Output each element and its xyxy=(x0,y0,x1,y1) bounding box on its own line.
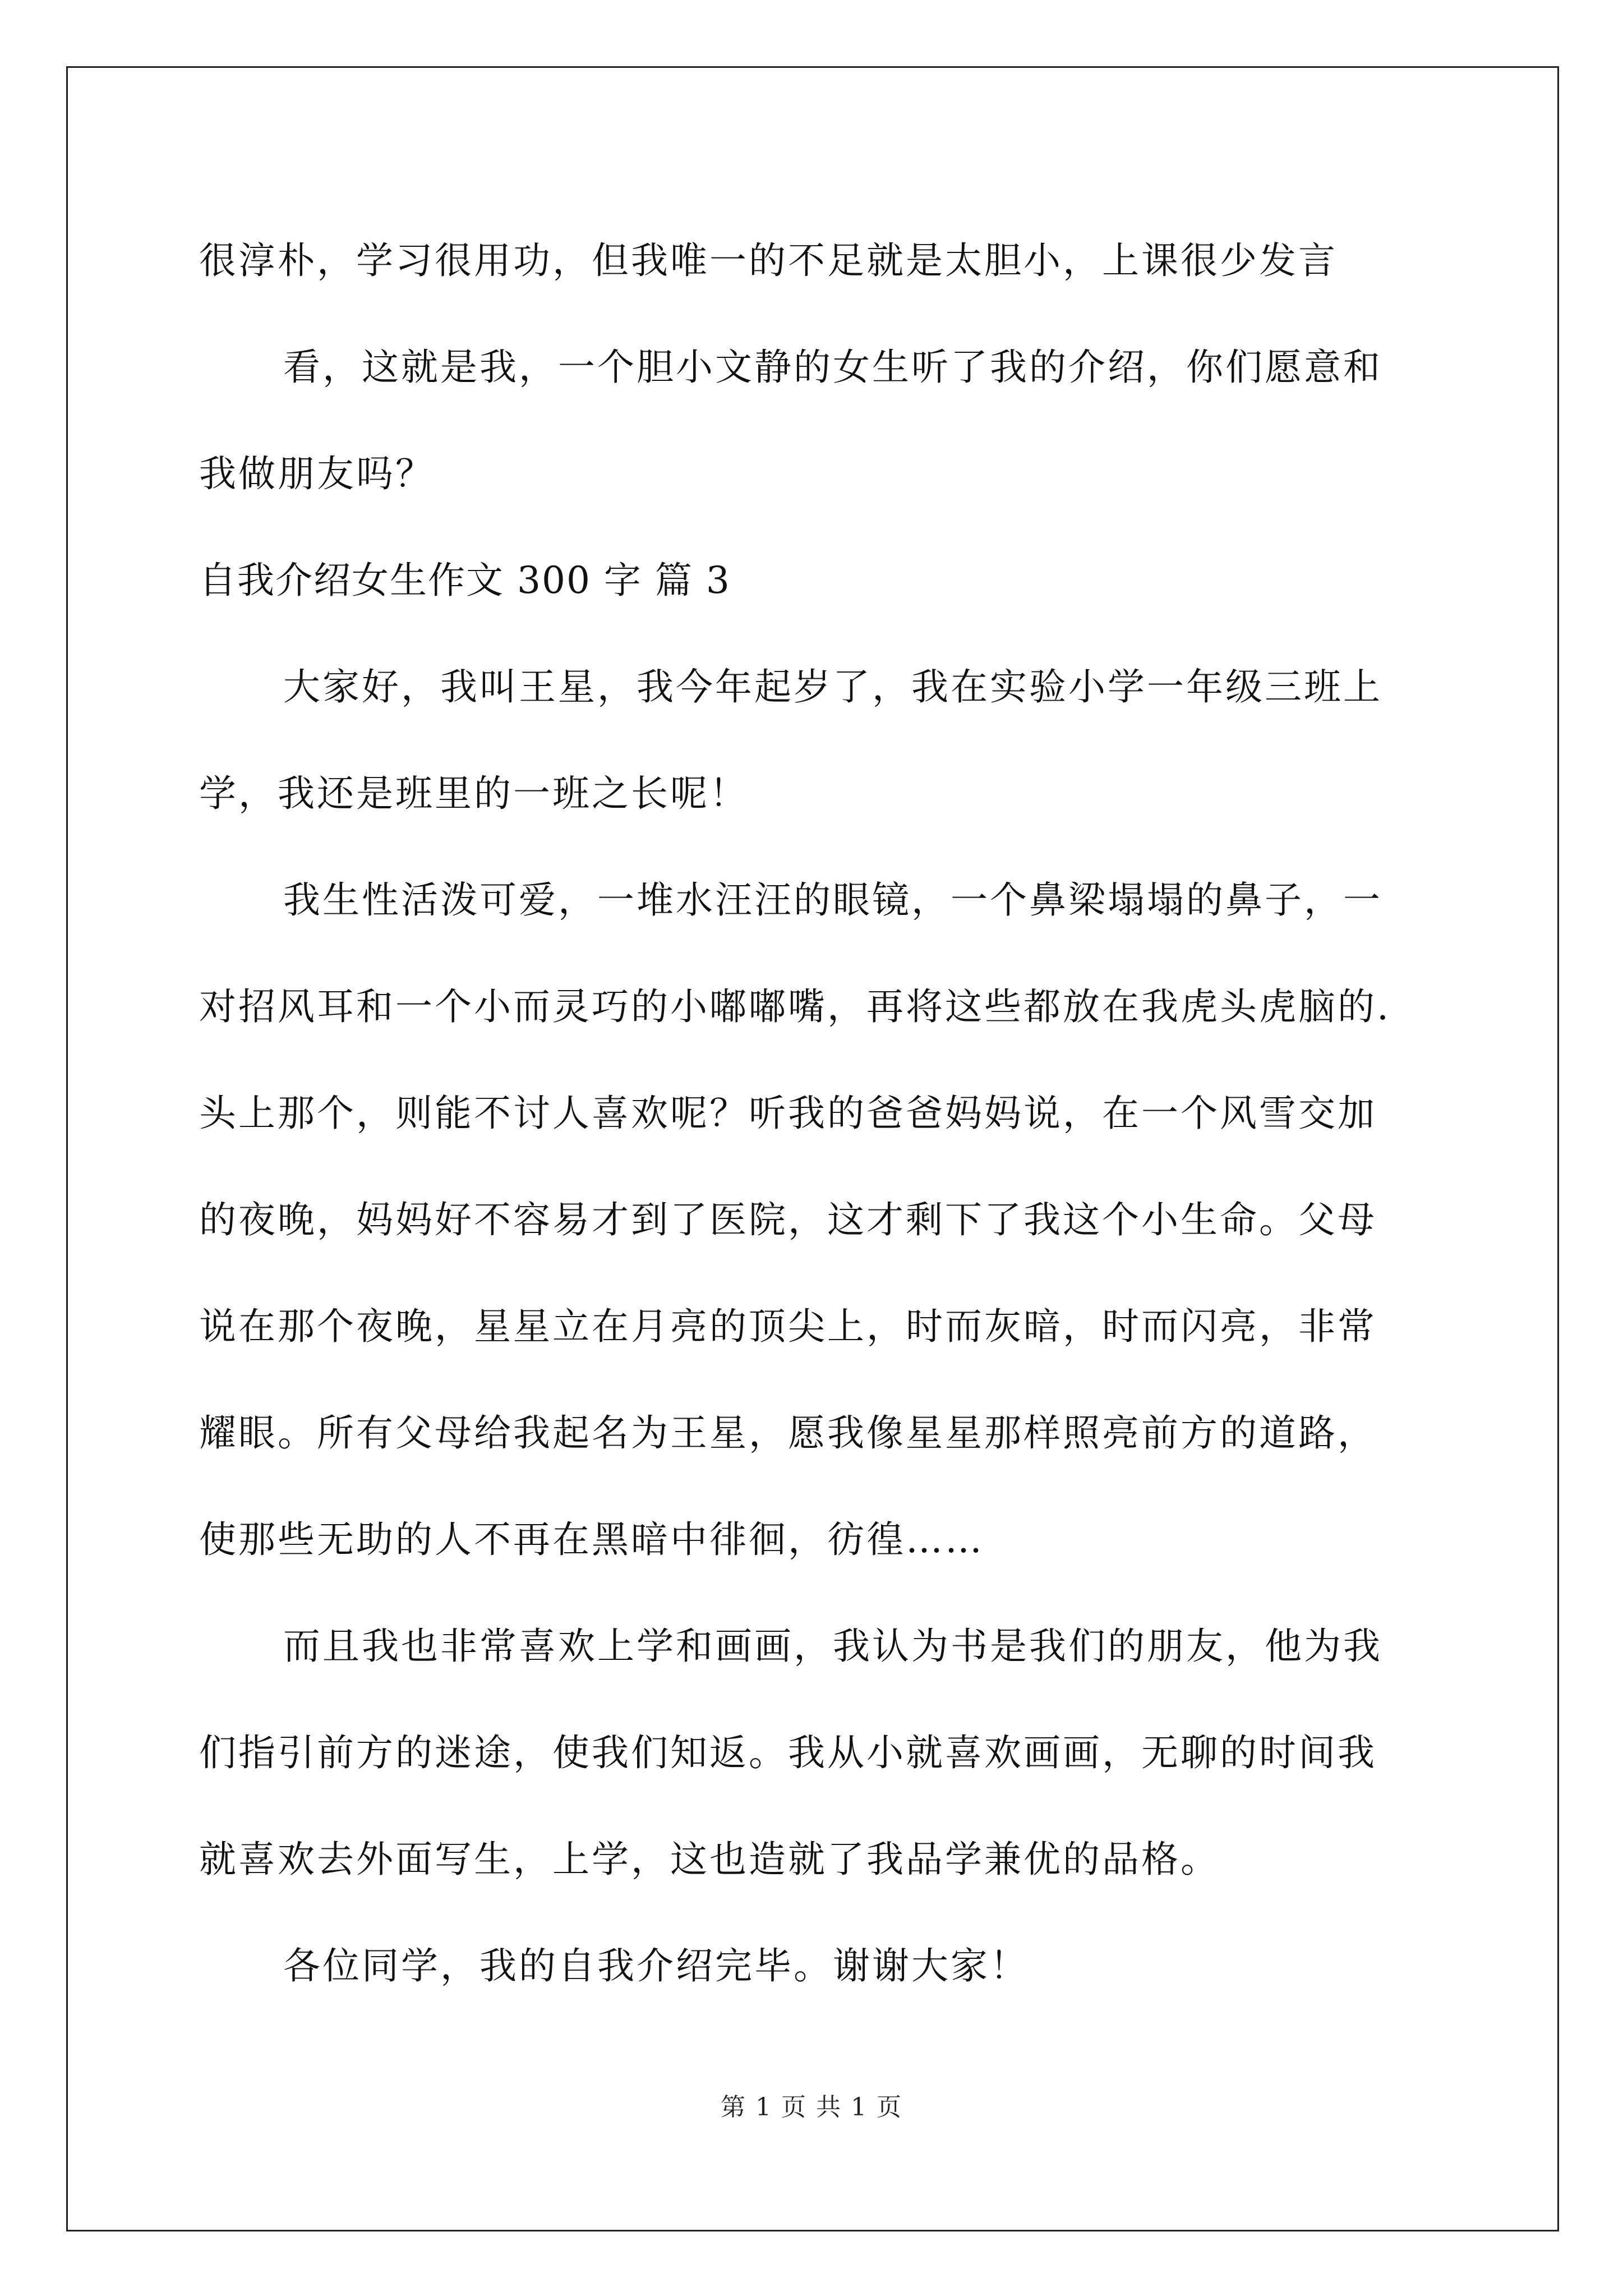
text-line: 头上那个，则能不讨人喜欢呢？听我的爸爸妈妈说，在一个风雪交加 xyxy=(199,1092,1377,1135)
text-line: 的夜晚，妈妈好不容易才到了医院，这才剩下了我这个小生命。父母 xyxy=(199,1198,1377,1241)
text-line: 很淳朴，学习很用功，但我唯一的不足就是太胆小，上课很少发言 xyxy=(199,239,1338,282)
text-line: 大家好，我叫王星，我今年起岁了，我在实验小学一年级三班上 xyxy=(283,665,1382,708)
text-line: 说在那个夜晚，星星立在月亮的顶尖上，时而灰暗，时而闪亮，非常 xyxy=(199,1305,1377,1348)
text-line: 对招风耳和一个小而灵巧的小嘟嘟嘴，再将这些都放在我虎头虎脑的. xyxy=(199,985,1391,1028)
text-line: 各位同学，我的自我介绍完毕。谢谢大家！ xyxy=(283,1944,1029,1987)
text-line: 我做朋友吗？ xyxy=(199,452,435,495)
text-line: 就喜欢去外面写生，上学，这也造就了我品学兼优的品格。 xyxy=(199,1838,1220,1881)
text-line: 学，我还是班里的一班之长呢！ xyxy=(199,772,749,815)
document-body xyxy=(199,208,1433,2019)
text-line: 们指引前方的迷途，使我们知返。我从小就喜欢画画，无聊的时间我 xyxy=(199,1731,1377,1774)
text-line: 看，这就是我，一个胆小文静的女生听了我的介绍，你们愿意和 xyxy=(283,346,1382,389)
text-line: 而且我也非常喜欢上学和画画，我认为书是我们的朋友，他为我 xyxy=(283,1625,1382,1668)
text-line: 耀眼。所有父母给我起名为王星，愿我像星星那样照亮前方的道路， xyxy=(199,1411,1377,1455)
page-footer: 第 1 页 共 1 页 xyxy=(721,2093,902,2122)
text-line: 我生性活泼可爱，一堆水汪汪的眼镜，一个鼻梁塌塌的鼻子，一 xyxy=(283,878,1382,922)
text-line: 使那些无助的人不再在黑暗中徘徊，彷徨…… xyxy=(199,1518,984,1561)
section-heading: 自我介绍女生作文 300 字 篇 3 xyxy=(199,559,731,602)
